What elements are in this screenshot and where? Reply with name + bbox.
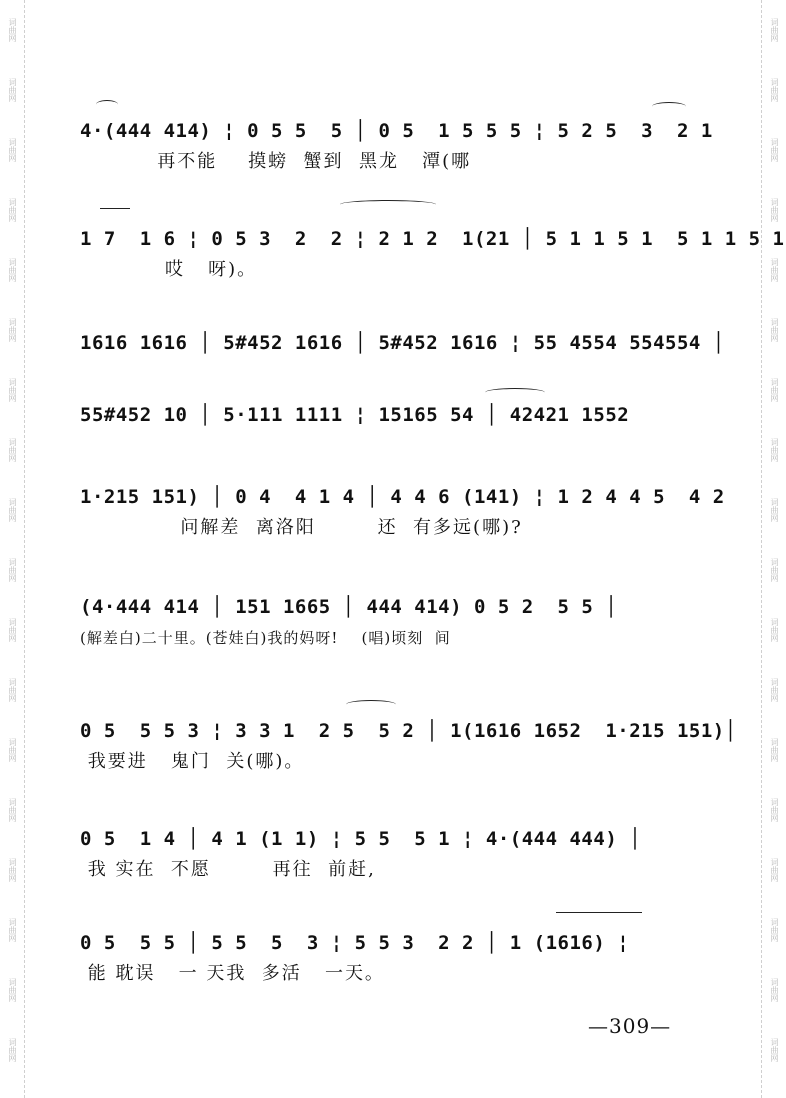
watermark-text: 词曲网 bbox=[8, 858, 17, 882]
lyrics-line: 再不能 摸螃 蟹到 黑龙 潭(哪 bbox=[80, 151, 472, 172]
lyrics-line: 我要进 鬼门 关(哪)。 bbox=[80, 751, 305, 772]
watermark-text: 词曲网 bbox=[8, 498, 17, 522]
notation-line: 55#452 10 │ 5·111 1111 ¦ 15165 54 │ 42421 1552 bbox=[80, 404, 630, 426]
watermark-text: 词曲网 bbox=[770, 78, 779, 102]
right-watermark-strip bbox=[761, 0, 786, 1098]
watermark-text: 词曲网 bbox=[8, 1038, 17, 1062]
notation-line: 1·215 151) │ 0 4 4 1 4 │ 4 4 6 (141) ¦ 1 2 4 4 5 4 2 bbox=[80, 486, 725, 508]
watermark-text: 词曲网 bbox=[770, 258, 779, 282]
notation-line: (4·444 414 │ 151 1665 │ 444 414) 0 5 2 5 5 │ bbox=[80, 596, 618, 618]
watermark-text: 词曲网 bbox=[770, 378, 779, 402]
watermark-text: 词曲网 bbox=[770, 498, 779, 522]
watermark-text: 词曲网 bbox=[770, 138, 779, 162]
watermark-text: 词曲网 bbox=[770, 918, 779, 942]
lyrics-line: 问解差 离洛阳 还 有多远(哪)? bbox=[80, 517, 523, 538]
slur-mark bbox=[652, 102, 686, 111]
lyrics-line bbox=[80, 362, 700, 386]
score-system-7 bbox=[80, 718, 737, 774]
watermark-text: 词曲网 bbox=[8, 378, 17, 402]
watermark-text: 词曲网 bbox=[770, 618, 779, 642]
watermark-text: 词曲网 bbox=[770, 18, 779, 42]
watermark-text: 词曲网 bbox=[8, 18, 17, 42]
score-system-9 bbox=[80, 930, 700, 986]
watermark-text: 词曲网 bbox=[770, 858, 779, 882]
watermark-text: 词曲网 bbox=[8, 198, 17, 222]
watermark-text: 词曲网 bbox=[8, 258, 17, 282]
watermark-text: 词曲网 bbox=[770, 318, 779, 342]
watermark-text: 词曲网 bbox=[770, 438, 779, 462]
slur-mark bbox=[340, 200, 436, 209]
tie-line bbox=[100, 208, 130, 209]
notation-line: 0 5 1 4 │ 4 1 (1 1) ¦ 5 5 5 1 ¦ 4·(444 444) │ bbox=[80, 828, 642, 850]
watermark-text: 词曲网 bbox=[8, 678, 17, 702]
watermark-text: 词曲网 bbox=[8, 918, 17, 942]
watermark-text: 词曲网 bbox=[8, 738, 17, 762]
score-system-8 bbox=[80, 826, 700, 882]
watermark-text: 词曲网 bbox=[770, 798, 779, 822]
lyrics-line: (解差白)二十里。(苍娃白)我的妈呀! (唱)顷刻 间 bbox=[80, 629, 451, 647]
lyrics-line: 能 耽误 一 天我 多活 一天。 bbox=[80, 963, 385, 984]
watermark-text: 词曲网 bbox=[770, 738, 779, 762]
watermark-text: 词曲网 bbox=[770, 198, 779, 222]
tie-line bbox=[556, 912, 642, 913]
lyrics-line bbox=[80, 434, 700, 458]
watermark-text: 词曲网 bbox=[770, 678, 779, 702]
watermark-text: 词曲网 bbox=[770, 558, 779, 582]
score-system-6 bbox=[80, 594, 700, 650]
lyrics-line: 我 实在 不愿 再往 前赶, bbox=[80, 859, 376, 880]
slur-mark bbox=[346, 700, 396, 709]
score-system-5 bbox=[80, 484, 725, 540]
watermark-text: 词曲网 bbox=[8, 558, 17, 582]
watermark-text: 词曲网 bbox=[8, 618, 17, 642]
score-system-1 bbox=[80, 118, 713, 174]
watermark-text: 词曲网 bbox=[8, 318, 17, 342]
slur-mark bbox=[485, 388, 545, 397]
watermark-text: 词曲网 bbox=[8, 798, 17, 822]
notation-line: 4·(444 414) ¦ 0 5 5 5 │ 0 5 1 5 5 5 ¦ 5 2 5 3 2 1 bbox=[80, 120, 713, 142]
notation-line: 1 7 1 6 ¦ 0 5 3 2 2 ¦ 2 1 2 1(21 │ 5 1 1 5 1 5 1 1 5 1 bbox=[80, 228, 785, 250]
watermark-text: 词曲网 bbox=[8, 138, 17, 162]
notation-line: 0 5 5 5 3 ¦ 3 3 1 2 5 5 2 │ 1(1616 1652 1·215 151)│ bbox=[80, 720, 737, 742]
watermark-text: 词曲网 bbox=[8, 978, 17, 1002]
left-watermark-strip bbox=[0, 0, 25, 1098]
watermark-text: 词曲网 bbox=[8, 78, 17, 102]
watermark-text: 词曲网 bbox=[770, 978, 779, 1002]
score-system-4 bbox=[80, 402, 700, 458]
lyrics-line: 哎 呀)。 bbox=[80, 259, 258, 280]
page-number: —309— bbox=[588, 1014, 672, 1038]
notation-line: 1616 1616 │ 5#452 1616 │ 5#452 1616 ¦ 55 4554 554554 │ bbox=[80, 332, 725, 354]
watermark-text: 词曲网 bbox=[770, 1038, 779, 1062]
notation-line: 0 5 5 5 │ 5 5 5 3 ¦ 5 5 3 2 2 │ 1 (1616) ¦ bbox=[80, 932, 630, 954]
score-system-3 bbox=[80, 330, 725, 386]
slur-mark bbox=[96, 100, 118, 109]
watermark-text: 词曲网 bbox=[8, 438, 17, 462]
